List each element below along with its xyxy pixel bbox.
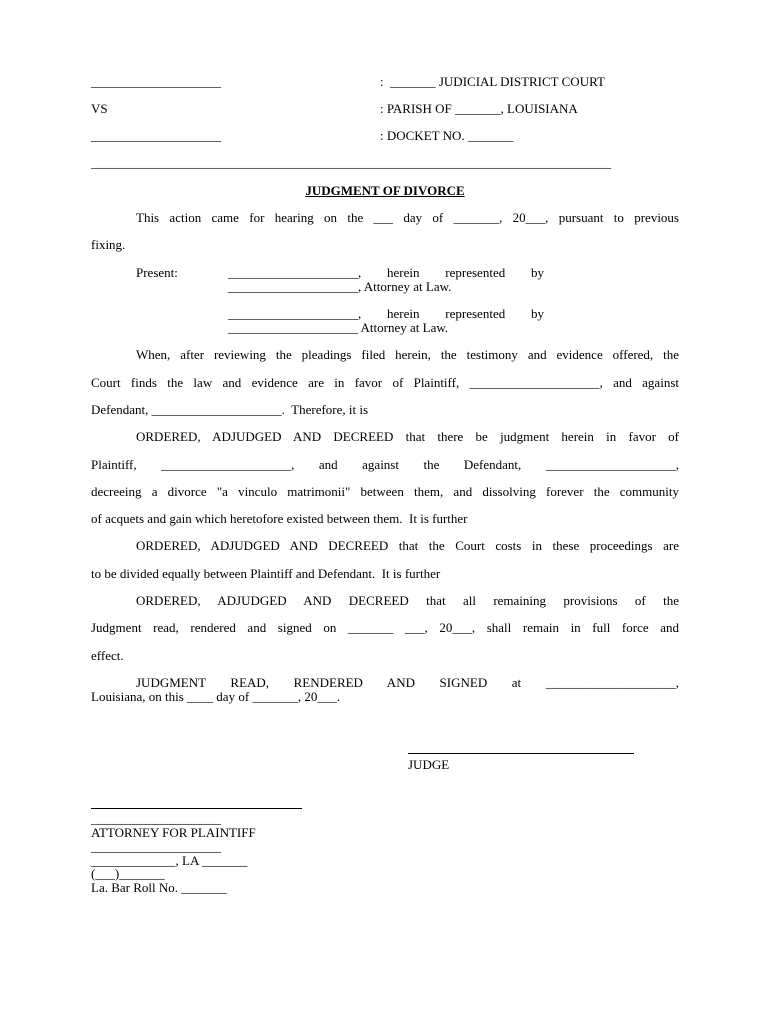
attorney-bar-roll: La. Bar Roll No. _______: [91, 880, 227, 895]
present-party-2-line-2: ____________________ Attorney at Law.: [228, 320, 449, 335]
attorney-blank-1: ____________________: [91, 811, 221, 826]
order1-line-3: decreeing a divorce "a vinculo matrimonii" between them, and dissolving forever the community: [91, 484, 679, 499]
document-title: JUDGMENT OF DIVORCE: [305, 183, 465, 198]
caption-plaintiff-blank: ____________________: [91, 74, 221, 89]
findings-line-3: Defendant, ____________________. Therefore, it is: [91, 402, 369, 417]
caption-defendant-blank: ____________________: [91, 128, 221, 143]
present-label: Present:: [136, 265, 178, 280]
order3-line-3: effect.: [91, 648, 124, 663]
order1-line-1: ORDERED, ADJUDGED AND DECREED that there be judgment herein in favor of: [136, 429, 679, 444]
order3-line-2: Judgment read, rendered and signed on _______ ___, 20___, shall remain in full force and: [91, 620, 679, 635]
attorney-city-line: _____________, LA _______: [91, 853, 248, 868]
order2-line-2: to be divided equally between Plaintiff and Defendant. It is further: [91, 566, 441, 581]
caption-docket: : DOCKET NO. _______: [380, 128, 514, 143]
present-party-1-line-1: ____________________, herein represented by: [228, 265, 544, 280]
caption-divider: ________________________________________________________________________________: [91, 155, 611, 170]
findings-line-2: Court finds the law and evidence are in favor of Plaintiff, ____________________, and against: [91, 375, 679, 390]
caption-parish: : PARISH OF _______, LOUISIANA: [380, 101, 578, 116]
judge-label: JUDGE: [408, 757, 450, 772]
findings-line-1: When, after reviewing the pleadings filed herein, the testimony and evidence offered, the: [136, 347, 679, 362]
present-party-1-line-2: ____________________, Attorney at Law.: [228, 279, 452, 294]
order2-line-1: ORDERED, ADJUDGED AND DECREED that the Court costs in these proceedings are: [136, 538, 679, 553]
intro-line-2: fixing.: [91, 237, 126, 252]
signing-line-1: JUDGMENT READ, RENDERED AND SIGNED at ____________________,: [136, 675, 679, 690]
attorney-title: ATTORNEY FOR PLAINTIFF: [91, 825, 256, 840]
caption-court: : _______ JUDICIAL DISTRICT COURT: [380, 74, 605, 89]
attorney-blank-2: ____________________: [91, 839, 221, 854]
caption-vs: VS: [91, 101, 108, 116]
attorney-phone-line: (___)_______: [91, 866, 165, 881]
judge-signature-line: [408, 753, 634, 754]
present-party-2-line-1: ____________________, herein represented by: [228, 306, 544, 321]
intro-line-1: This action came for hearing on the ___ day of _______, 20___, pursuant to previous: [136, 210, 679, 225]
order1-line-2: Plaintiff, ____________________, and against the Defendant, ____________________,: [91, 457, 679, 472]
order1-line-4: of acquets and gain which heretofore existed between them. It is further: [91, 511, 468, 526]
signing-line-2: Louisiana, on this ____ day of _______, 20___.: [91, 689, 341, 704]
order3-line-1: ORDERED, ADJUDGED AND DECREED that all remaining provisions of the: [136, 593, 679, 608]
attorney-signature-line: [91, 808, 302, 809]
